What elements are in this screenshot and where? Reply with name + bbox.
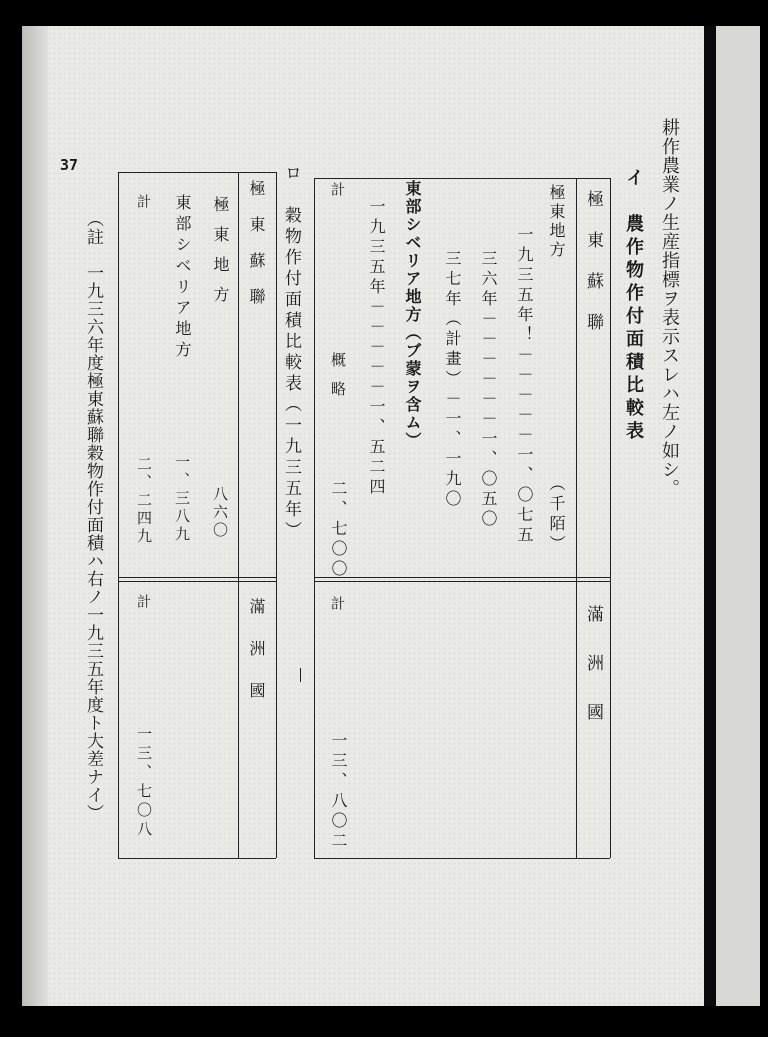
document-page (22, 26, 712, 1006)
table-ro-top-rule (118, 172, 276, 173)
east-siberia-label: 東部シベリア地方（ブ蒙ヲ含ム） (403, 180, 422, 450)
approx-label: 概略 (329, 352, 347, 410)
table-i-soviet-total: 二、七〇〇 (329, 480, 348, 580)
far-east-row-1936 (480, 250, 496, 530)
table-ro-soviet-total: 二、二四九 (135, 456, 153, 546)
row-value: 一、〇七五 (515, 446, 534, 546)
row-label: 三六年 (479, 250, 498, 310)
table-i-manchu-header: 滿洲國 (583, 605, 603, 752)
table-i-soviet-total-label: 計 (329, 182, 345, 196)
table-ro-bottom-rule (118, 858, 276, 859)
far-east-label: 極東地方 (547, 184, 566, 260)
table-i-bottom-rule (314, 858, 610, 859)
table-ro-soviet-total-label: 計 (135, 194, 151, 208)
table-ro-soviet-header: 極東蘇聯 (247, 180, 266, 324)
footnote: （註 一九三六年度極東蘇聯穀物作付面積ハ右ノ一九三五年度ト大差ナイ） (83, 210, 103, 822)
row-label: 一九三五年 (367, 198, 386, 298)
table-i-mid-rule (314, 577, 610, 578)
east-siberia-row-1935 (368, 198, 384, 498)
row-value: 一、一九〇 (443, 410, 462, 510)
table-ro-manchu-total-label: 計 (135, 594, 151, 608)
row-value: 一、〇五〇 (479, 430, 498, 530)
section-i-heading: イ 農作物作付面積比較表 (623, 168, 644, 444)
table-i-top-rule (314, 178, 610, 179)
table-i-manchu-total: 一三、八〇二 (329, 732, 348, 852)
page-gutter (22, 26, 48, 1006)
table-i-mid-rule-2 (314, 581, 610, 582)
table-ro-right-rule (276, 172, 277, 858)
far-east-row-1937 (444, 250, 460, 510)
book-spine (704, 26, 716, 1006)
ro-row-far-east-value: 八六〇 (211, 486, 229, 540)
row-value: 一、五二四 (367, 398, 386, 498)
intro-sentence: 耕作農業ノ生産指標ヲ表示スレハ左ノ如シ。 (659, 118, 680, 498)
table-i-manchu-total-label: 計 (329, 596, 345, 610)
row-label: 一九三五年 (515, 226, 534, 326)
table-ro-manchu-total: 一三、七〇八 (135, 726, 153, 840)
table-ro-mid-rule-2 (118, 581, 276, 582)
table-ro-header-rule (238, 172, 239, 858)
row-label: 三七年（計畫） (443, 250, 462, 390)
ro-row-east-siberia-value: 一、三八九 (173, 454, 191, 544)
table-i-unit: （千陌） (547, 475, 566, 555)
leader-dots: －－－－－ (367, 298, 386, 398)
ro-row-far-east-label: 極東地方 (211, 196, 230, 316)
table-i-right-rule (610, 178, 611, 858)
table-i-soviet-header: 極東蘇聯 (583, 190, 603, 354)
ro-row-east-siberia-label: 東部シベリア地方 (173, 194, 192, 362)
leader-dots: － (443, 390, 462, 410)
table-ro-left-rule (118, 172, 119, 858)
far-east-row-1935 (516, 226, 532, 546)
table-i-header-rule (576, 178, 577, 858)
table-ro-manchu-header: 滿洲國 (247, 598, 266, 724)
leader-dots: －－－－－－ (479, 310, 498, 430)
section-ro-heading: ロ 穀物作付面積比較表（一九三五年） (281, 164, 301, 542)
adjacent-page-edge (716, 26, 760, 1006)
table-ro-mid-rule (118, 577, 276, 578)
leader-dots: ！－－－－－ (515, 326, 534, 446)
table-i-left-rule (314, 178, 315, 858)
stray-mark (300, 668, 301, 682)
page-number: 37 (60, 156, 79, 174)
